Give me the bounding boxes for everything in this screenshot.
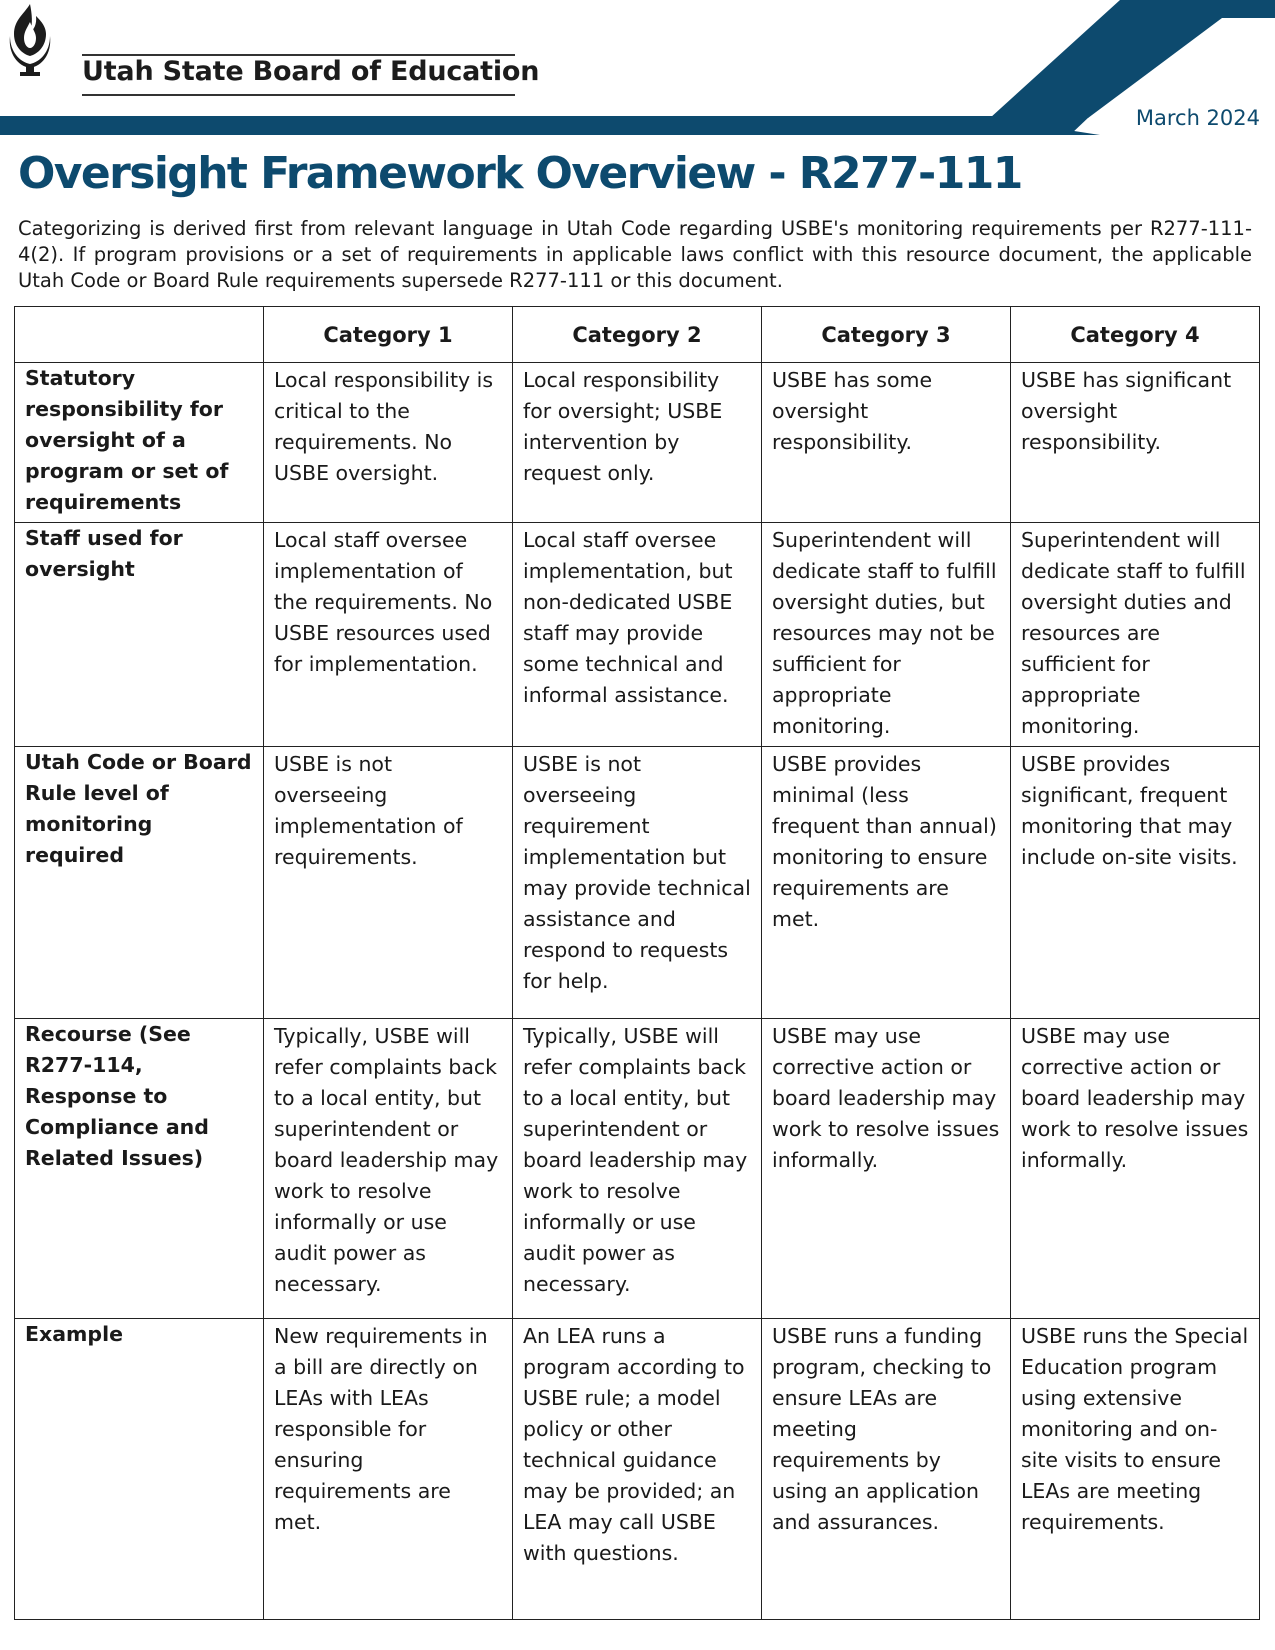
table-cell: Typically, USBE will refer complaints back to a local entity, but superintendent or board leadership may work to resolve informally or use audit power as necessary. bbox=[264, 1019, 513, 1319]
org-name-rule-bottom bbox=[82, 94, 515, 96]
table-cell: USBE provides minimal (less frequent than annual) monitoring to ensure requirements are met. bbox=[762, 747, 1011, 1019]
header-banner bbox=[0, 0, 1275, 140]
table-cell: USBE is not overseeing requirement implementation but may provide technical assistance and respond to requests for help. bbox=[513, 747, 762, 1019]
row-header: Example bbox=[15, 1319, 264, 1620]
table-cell: USBE runs the Special Education program using extensive monitoring and on-site visits to ensure LEAs are meeting requirements. bbox=[1011, 1319, 1260, 1620]
table-cell: New requirements in a bill are directly on LEAs with LEAs responsible for ensuring requirements are met. bbox=[264, 1319, 513, 1620]
column-header: Category 2 bbox=[513, 307, 762, 363]
column-header: Category 3 bbox=[762, 307, 1011, 363]
table-row bbox=[15, 1319, 1260, 1620]
table-header-row bbox=[15, 307, 1260, 363]
row-header: Utah Code or Board Rule level of monitoring required bbox=[15, 747, 264, 1019]
table-cell: USBE may use corrective action or board leadership may work to resolve issues informally. bbox=[1011, 1019, 1260, 1319]
table-cell: Local responsibility for oversight; USBE intervention by request only. bbox=[513, 363, 762, 523]
table-cell: An LEA runs a program according to USBE rule; a model policy or other technical guidance may be provided; an LEA may call USBE with questions. bbox=[513, 1319, 762, 1620]
table-cell: USBE may use corrective action or board leadership may work to resolve issues informally. bbox=[762, 1019, 1011, 1319]
table-cell: USBE runs a funding program, checking to ensure LEAs are meeting requirements by using an application and assurances. bbox=[762, 1319, 1011, 1620]
column-header: Category 4 bbox=[1011, 307, 1260, 363]
column-header: Category 1 bbox=[264, 307, 513, 363]
table-cell: USBE provides significant, frequent monitoring that may include on-site visits. bbox=[1011, 747, 1260, 1019]
table-cell: USBE has some oversight responsibility. bbox=[762, 363, 1011, 523]
table-row bbox=[15, 1019, 1260, 1319]
row-header: Staff used for oversight bbox=[15, 523, 264, 747]
table-cell: Local staff oversee implementation of the requirements. No USBE resources used for implementation. bbox=[264, 523, 513, 747]
page-title: Oversight Framework Overview - R277-111 bbox=[18, 148, 1022, 199]
document-date: March 2024 bbox=[1135, 106, 1260, 130]
table-cell: USBE is not overseeing implementation of requirements. bbox=[264, 747, 513, 1019]
flame-torch-icon bbox=[0, 0, 60, 78]
row-header: Recourse (See R277-114, Response to Compliance and Related Issues) bbox=[15, 1019, 264, 1319]
oversight-framework-table bbox=[14, 306, 1260, 1620]
organization-name: Utah State Board of Education bbox=[82, 56, 540, 87]
table-cell: USBE has significant oversight responsibility. bbox=[1011, 363, 1260, 523]
table-row bbox=[15, 523, 1260, 747]
table-cell: Local staff oversee implementation, but non-dedicated USBE staff may provide some technical and informal assistance. bbox=[513, 523, 762, 747]
table-cell: Typically, USBE will refer complaints back to a local entity, but superintendent or board leadership may work to resolve informally or use audit power as necessary. bbox=[513, 1019, 762, 1319]
intro-paragraph: Categorizing is derived first from relevant language in Utah Code regarding USBE's monitoring requirements per R277-111-4(2). If program provisions or a set of requirements in applicable laws conflict with this resource document, the applicable Utah Code or Board Rule requirements supersede R277-111 or this document. bbox=[18, 217, 1252, 292]
table-row bbox=[15, 747, 1260, 1019]
table-cell: Superintendent will dedicate staff to fulfill oversight duties and resources are sufficient for appropriate monitoring. bbox=[1011, 523, 1260, 747]
table-cell: Superintendent will dedicate staff to fulfill oversight duties, but resources may not be sufficient for appropriate monitoring. bbox=[762, 523, 1011, 747]
table-row bbox=[15, 363, 1260, 523]
row-header: Statutory responsibility for oversight of a program or set of requirements bbox=[15, 363, 264, 523]
table-corner-cell bbox=[15, 307, 264, 363]
table-cell: Local responsibility is critical to the requirements. No USBE oversight. bbox=[264, 363, 513, 523]
